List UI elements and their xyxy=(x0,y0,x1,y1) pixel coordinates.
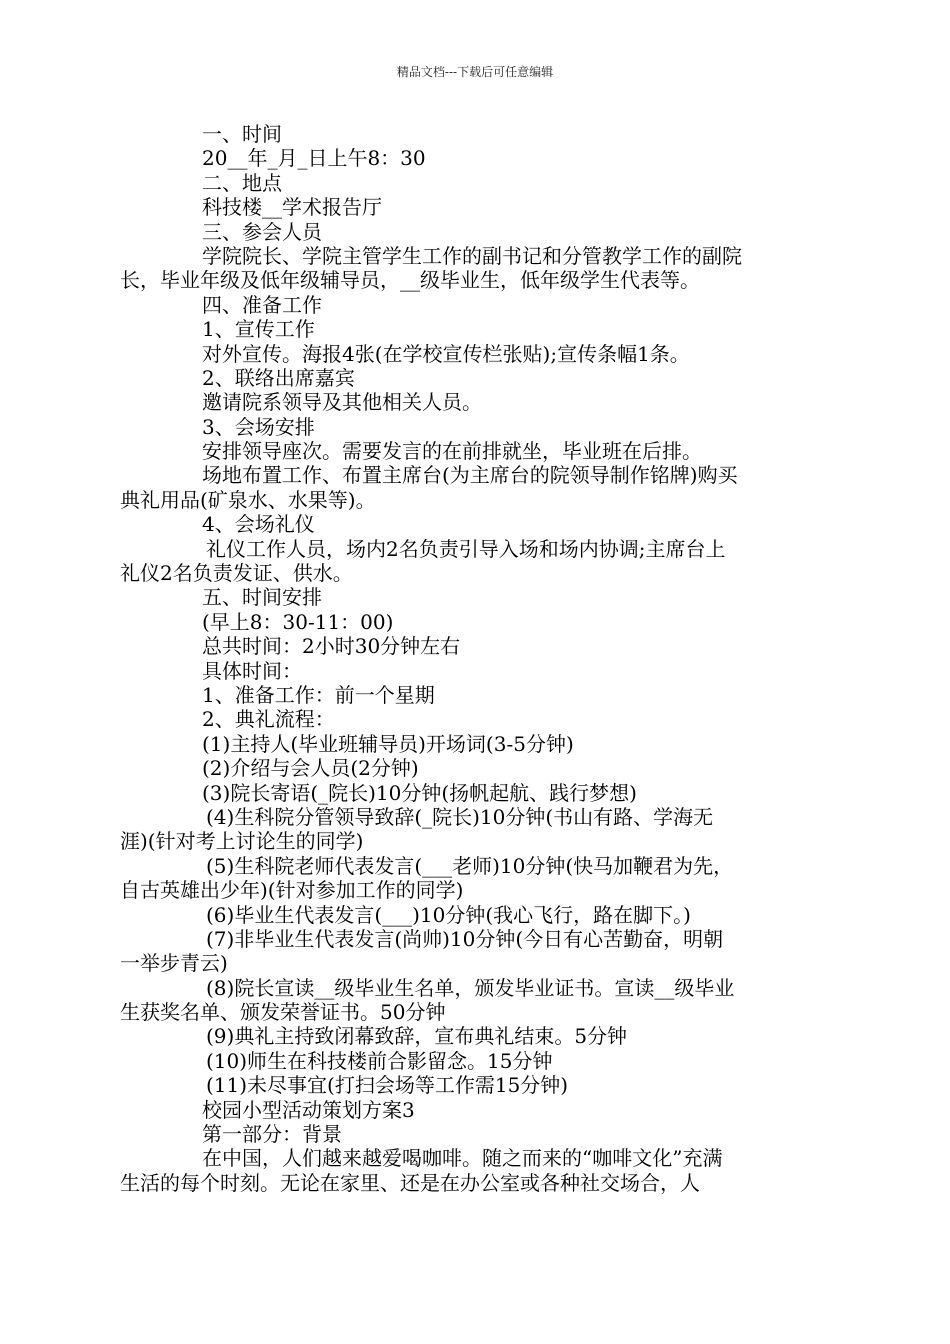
text-line: 1、准备工作：前一个星期 xyxy=(202,682,435,707)
heading-schedule: 五、时间安排 xyxy=(202,585,322,610)
list-item: (11)未尽事宜(打扫会场等工作需15分钟) xyxy=(206,1073,569,1098)
text-line: 总共时间：2小时30分钟左右 xyxy=(202,634,461,659)
text-line: 礼仪工作人员，场内2名负责引导入场和场内协调;主席台上 xyxy=(206,536,726,561)
text-line: 20__年_月_日上午8：30 xyxy=(202,146,426,171)
list-item-continued: 自古英雄出少年)(针对参加工作的同学) xyxy=(120,878,464,903)
heading-location: 二、地点 xyxy=(202,170,282,195)
text-line: 邀请院系领导及其他相关人员。 xyxy=(202,390,482,415)
text-line: (早上8：30-11：00) xyxy=(202,609,394,634)
text-line: 在中国，人们越来越爱喝咖啡。随之而来的“咖啡文化”充满 xyxy=(202,1146,723,1171)
text-line: 安排领导座次。需要发言的在前排就坐，毕业班在后排。 xyxy=(202,439,702,464)
list-item: (5)生科院老师代表发言(___老师)10分钟(快马加鞭君为先， xyxy=(206,853,734,878)
text-line: 科技楼__学术报告厅 xyxy=(202,195,382,220)
heading-time: 一、时间 xyxy=(202,122,282,146)
list-item: (2)介绍与会人员(2分钟) xyxy=(202,756,419,781)
document-body xyxy=(120,122,810,1195)
text-line: 礼仪2名负责发证、供水。 xyxy=(120,561,353,586)
heading-background: 第一部分：背景 xyxy=(202,1122,342,1147)
text-line: 对外宣传。海报4张(在学校宣传栏张贴);宣传条幅1条。 xyxy=(202,341,690,366)
text-line: 长，毕业年级及低年级辅导员，__级毕业生，低年级学生代表等。 xyxy=(120,268,700,293)
list-item: (9)典礼主持致闭幕致辞，宣布典礼结束。5分钟 xyxy=(206,1024,628,1049)
text-line: 场地布置工作、布置主席台(为主席台的院领导制作铭牌)购买 xyxy=(202,463,738,488)
text-line: 典礼用品(矿泉水、水果等)。 xyxy=(120,487,376,512)
list-item: (8)院长宣读__级毕业生名单，颁发毕业证书。宣读__级毕业 xyxy=(206,975,735,1000)
list-item: (4)生科院分管领导致辞(_院长)10分钟(书山有路、学海无 xyxy=(206,804,714,829)
subheading: 4、会场礼仪 xyxy=(202,512,315,537)
text-line: 具体时间： xyxy=(202,658,302,683)
list-item-continued: 生获奖名单、颁发荣誉证书。50分钟 xyxy=(120,1000,446,1025)
subheading: 3、会场安排 xyxy=(202,414,315,439)
list-item: (7)非毕业生代表发言(尚帅)10分钟(今日有心苦勤奋，明朝 xyxy=(206,926,724,951)
list-item: (6)毕业生代表发言(___)10分钟(我心飞行，路在脚下。) xyxy=(206,902,691,927)
list-item-continued: 涯)(针对考上讨论生的同学) xyxy=(120,829,364,854)
subheading: 2、联络出席嘉宾 xyxy=(202,365,355,390)
heading-attendees: 三、参会人员 xyxy=(202,219,322,244)
list-item: (3)院长寄语(_院长)10分钟(扬帆起航、践行梦想) xyxy=(202,780,637,805)
page-header: 精品文档---下载后可任意编辑 xyxy=(396,65,554,79)
section-title: 校园小型活动策划方案3 xyxy=(202,1097,415,1122)
heading-preparation: 四、准备工作 xyxy=(202,292,322,317)
text-line: 2、典礼流程： xyxy=(202,707,335,732)
text-line: 学院院长、学院主管学生工作的副书记和分管教学工作的副院 xyxy=(202,243,742,268)
text-line: 生活的每个时刻。无论在家里、还是在办公室或各种社交场合，人 xyxy=(120,1170,700,1195)
list-item-continued: 一举步青云) xyxy=(120,951,228,976)
subheading: 1、宣传工作 xyxy=(202,317,315,342)
list-item: (1)主持人(毕业班辅导员)开场词(3-5分钟) xyxy=(202,731,574,756)
list-item: (10)师生在科技楼前合影留念。15分钟 xyxy=(206,1048,553,1073)
